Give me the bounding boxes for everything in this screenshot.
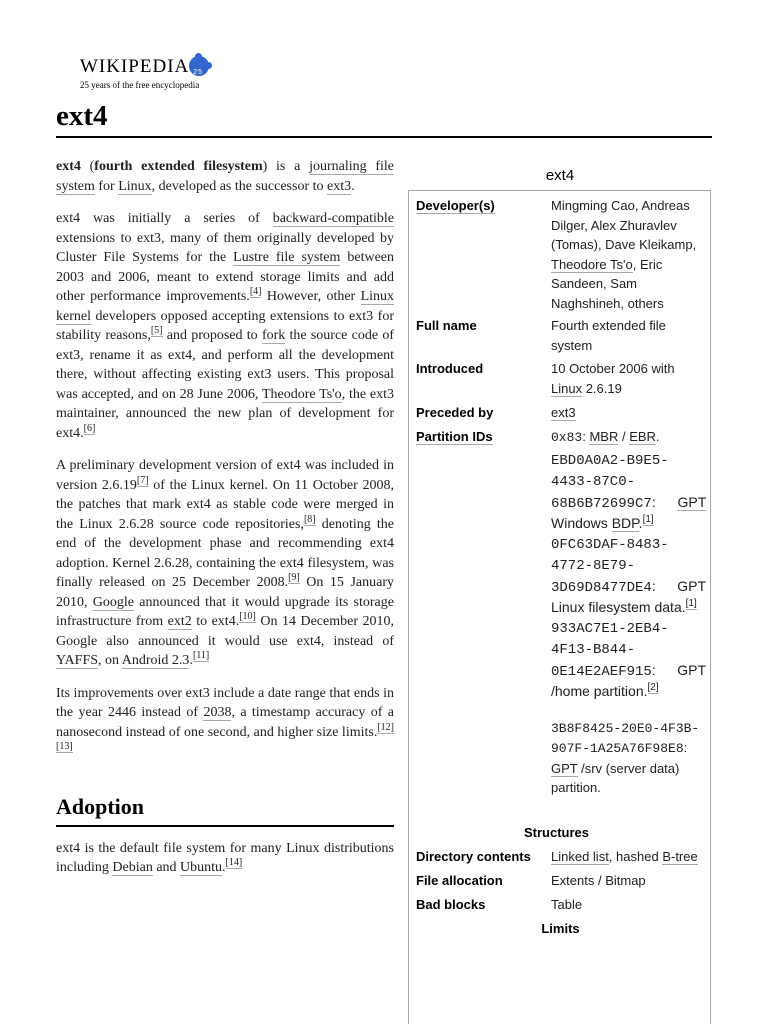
link-backward-compatible[interactable]: backward-compatible: [272, 211, 394, 226]
puzzle-globe-icon: [189, 56, 209, 76]
paragraph-adoption: [56, 839, 394, 878]
citation-ref[interactable]: [7]: [136, 474, 149, 486]
infobox-label: Preceded by: [416, 405, 494, 420]
code: 3B8F8425-20E0-4F3B-907F-1A25A76F98E8: [551, 720, 700, 756]
link-b-tree[interactable]: B-tree: [662, 849, 698, 864]
text: /: [618, 429, 630, 444]
text: Mingming Cao, Andreas Dilger, Alex Zhuravlev (Tomas), Dave Kleikamp,: [551, 198, 697, 252]
section-divider: [56, 825, 394, 827]
text: , on: [98, 653, 122, 668]
logo-wordmark: WIKIPEDIA: [80, 56, 190, 77]
link-ext3[interactable]: ext3: [551, 405, 576, 420]
link-bdp[interactable]: BDP: [611, 515, 639, 531]
infobox-header-structures: Structures: [523, 825, 590, 840]
infobox-label: Full name: [416, 318, 477, 333]
link-yaffs[interactable]: YAFFS: [56, 653, 99, 668]
text: : GPT Linux filesystem data.: [551, 577, 706, 615]
infobox-value: [551, 427, 706, 798]
partition-id-windows: [551, 450, 706, 534]
partition-id-home: [551, 618, 706, 702]
text: and: [152, 860, 181, 875]
infobox: [408, 190, 711, 1024]
section-heading-adoption: Adoption: [56, 793, 145, 819]
infobox-value: [551, 847, 706, 867]
text: /srv (server data) partition.: [551, 760, 680, 795]
citation-ref[interactable]: [1]: [685, 598, 697, 610]
text: However, other: [261, 289, 361, 304]
partition-id-srv: [551, 718, 706, 798]
citation-ref[interactable]: [8]: [303, 513, 316, 525]
link-gpt[interactable]: GPT: [677, 493, 706, 510]
infobox-value: Table: [551, 897, 583, 912]
paragraph-history: [56, 209, 394, 443]
title-divider: [56, 136, 712, 138]
paragraph-development: [56, 456, 394, 671]
partition-id-mbr: [551, 427, 706, 448]
text: ext4 was initially a series of: [56, 211, 273, 226]
paragraph-intro: [56, 157, 394, 196]
citation-ref[interactable]: [4]: [249, 286, 262, 298]
bold-term: ext4: [56, 159, 81, 174]
infobox-value: [551, 359, 706, 398]
infobox-label: [416, 427, 546, 447]
text: On 15 January 2010,: [56, 575, 394, 610]
page-title: ext4: [56, 100, 108, 132]
link-developer[interactable]: Developer(s): [416, 198, 495, 213]
text: On 14 December 2010, Google also announced it would use ext4, instead of: [56, 614, 394, 649]
text: ) is a: [262, 159, 310, 174]
link-ubuntu[interactable]: Ubuntu: [180, 860, 223, 875]
text: to ext4.: [191, 614, 240, 629]
infobox-value: Fourth extended file system: [551, 318, 666, 353]
citation-ref[interactable]: [6]: [83, 422, 96, 434]
text: of the Linux kernel. On 11 October 2008, the patches that mark ext4 as stable code were merged in the Linux 2.6.28 source code repositories,: [56, 477, 395, 532]
citation-ref[interactable]: [2]: [647, 682, 659, 694]
infobox-label: [416, 196, 546, 216]
text: .: [222, 860, 226, 875]
text: Windows: [551, 515, 612, 531]
paragraph-improvements: [56, 684, 394, 762]
article-body: [56, 157, 394, 891]
link-theodore-tso[interactable]: Theodore Ts'o: [551, 256, 633, 272]
text: , Eric Sandeen, Sam Naghshineh, others: [551, 256, 664, 311]
link-fork[interactable]: fork: [261, 328, 286, 343]
link-ebr[interactable]: EBR: [629, 429, 656, 444]
text: , the ext3 maintainer, announced the new plan of development for ext4.: [56, 386, 394, 441]
link-linux[interactable]: Linux: [551, 380, 583, 396]
link-theodore-tso[interactable]: Theodore Ts'o: [261, 386, 342, 402]
link-ext2[interactable]: ext2: [167, 614, 192, 629]
link-mbr[interactable]: MBR: [589, 429, 619, 444]
text: between 2003 and 2006, meant to extend storage limits and add other performance improvements.: [56, 250, 394, 304]
infobox-value: [551, 196, 706, 313]
link-google[interactable]: Google: [92, 594, 134, 610]
text: , hashed: [608, 849, 663, 864]
citation-ref[interactable]: [12]: [377, 721, 394, 733]
code: 0x83: [551, 430, 583, 445]
code: 933AC7E1-2EB4-4F13-B844-0E14E2AEF915: [551, 620, 669, 680]
citation-ref[interactable]: [13]: [56, 741, 73, 753]
bold-term: fourth extended filesystem: [94, 159, 263, 174]
text: 2.6.19: [582, 380, 622, 396]
citation-ref[interactable]: [10]: [239, 611, 256, 623]
text: denoting the end of the development phase and recommending ext4 adoption. Kernel 2.6.28, containing the ext4 filesystem, was finally released on 25 December 2008.: [56, 516, 394, 590]
link-linux[interactable]: Linux: [118, 178, 152, 194]
text: :: [651, 493, 678, 510]
code: EBD0A0A2-B9E5-4433-87C0-68B6B72699C7: [551, 452, 669, 512]
link-gpt[interactable]: GPT: [551, 760, 578, 776]
wikipedia-logo[interactable]: [80, 55, 260, 95]
link-ext3[interactable]: ext3: [327, 178, 352, 194]
infobox-title: ext4: [545, 167, 575, 184]
text: , developed as the successor to: [151, 178, 328, 194]
text: the source code of ext3, rename it as ext4, and perform all the development there, without affecting existing ext3 users. This proposal was accepted, and on 28 June 2006,: [56, 328, 394, 402]
link-linked-list[interactable]: Linked list: [551, 849, 609, 864]
logo-badge: 25: [193, 69, 204, 76]
text: : GPT /home partition.: [551, 661, 706, 699]
infobox-label: Bad blocks: [416, 897, 486, 912]
link-debian[interactable]: Debian: [112, 860, 153, 875]
code: 0FC63DAF-8483-4772-8E79-3D69D8477DE4: [551, 536, 669, 596]
text: , a timestamp accuracy of a nanosecond instead of one second, and higher size limits.: [56, 705, 394, 740]
text: 10 October 2006 with: [551, 361, 675, 376]
text: :: [582, 429, 590, 444]
text: .: [189, 653, 193, 668]
citation-ref[interactable]: [11]: [192, 650, 210, 662]
link-partition-ids[interactable]: Partition IDs: [416, 429, 493, 444]
text: extensions to ext3, many of them originally developed by Cluster File Systems for the: [56, 230, 394, 265]
text: :: [683, 740, 688, 755]
link-android-2-3[interactable]: Android 2.3: [121, 653, 190, 668]
text: for: [94, 178, 119, 194]
infobox-label: Introduced: [416, 361, 484, 376]
infobox-value: Extents / Bitmap: [551, 873, 646, 888]
text: Its improvements over ext3 include a date range that ends in the year 2446 instead of: [56, 685, 394, 720]
text: (: [80, 159, 95, 174]
partition-id-linux-data: [551, 534, 706, 618]
link-lustre-file-system[interactable]: Lustre file system: [233, 250, 341, 265]
link-linux-kernel[interactable]: Linux kernel: [56, 289, 395, 324]
text: .: [351, 178, 355, 194]
citation-ref[interactable]: [1]: [642, 514, 654, 526]
infobox-value: [551, 403, 706, 423]
citation-ref[interactable]: [14]: [225, 857, 243, 869]
text: and proposed to: [162, 328, 262, 343]
text: developers opposed accepting extensions to ext3 for stability reasons,: [56, 308, 394, 343]
text: ext4 is the default file system for many Linux distributions including: [56, 840, 394, 875]
infobox-header-limits: Limits: [541, 921, 580, 936]
text: A preliminary development version of ext4 was included in version 2.6.19: [56, 458, 394, 493]
infobox-label: File allocation: [416, 873, 503, 888]
link-2038[interactable]: 2038: [203, 705, 232, 720]
text: .: [655, 429, 660, 444]
citation-ref[interactable]: [5]: [150, 325, 163, 337]
logo-tagline: 25 years of the free encyclopedia: [80, 80, 200, 90]
link-journaling-file-system[interactable]: journaling file system: [56, 159, 394, 194]
citation-ref[interactable]: [9]: [288, 572, 300, 584]
infobox-label: Directory contents: [416, 849, 531, 864]
text: announced that it would upgrade its storage infrastructure from: [56, 594, 394, 629]
text: .: [638, 515, 643, 531]
